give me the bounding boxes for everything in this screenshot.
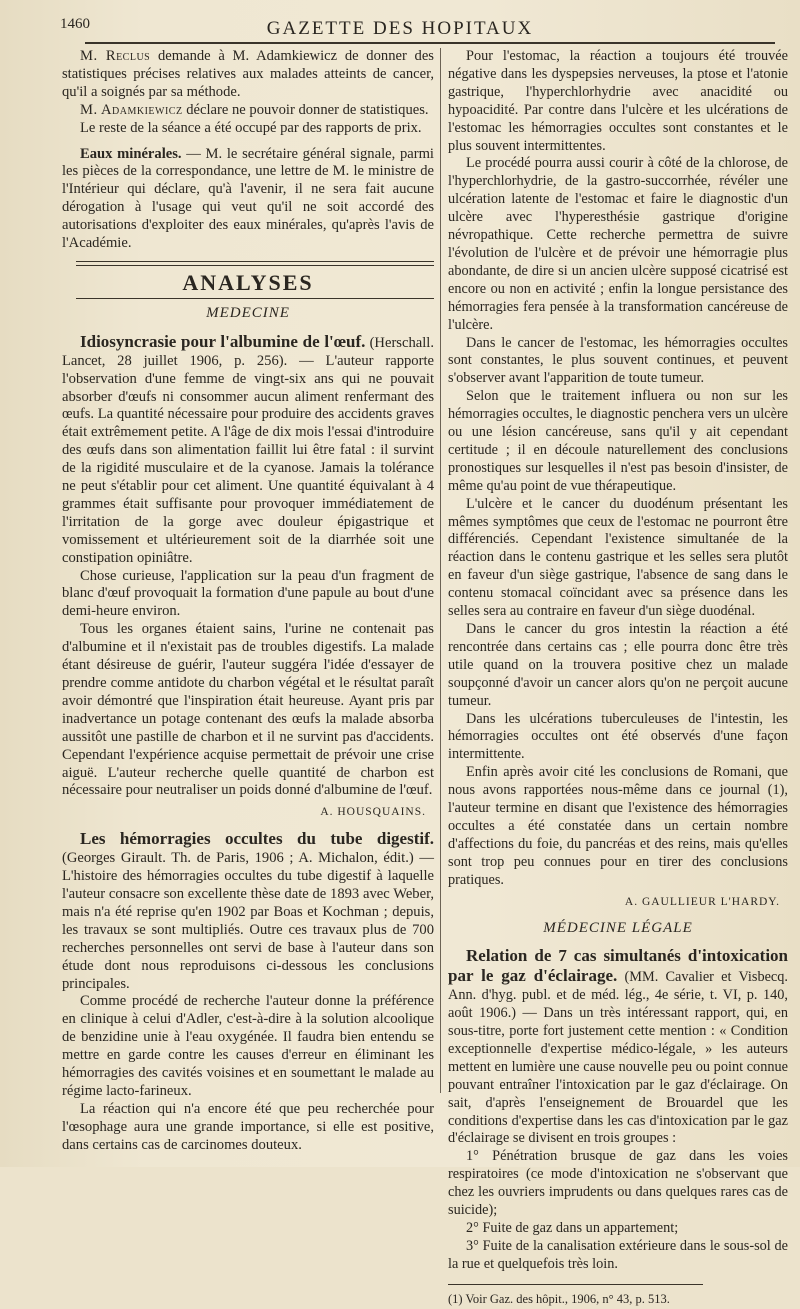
hemorragies-p3: La réaction qui n'a encore été que peu recherchée pour l'œsophage aura une grande importance, si elle est positive, dans certains cas de carcinomes douteux. — [62, 1100, 434, 1153]
page-header — [0, 14, 800, 44]
relation-ref: (MM. Cavalier et Visbecq. Ann. d'hyg. publ. et de méd. lég., 4e série, t. VI, p. 140, août 1906.) — [448, 969, 789, 1022]
right-p4: Selon que le traitement influera ou non sur les hémorragies occultes, le diagnostic penchera vers un ulcère ou une lésion cancéreuse, sans qu'il y ait cependant certitude ; il en découle naturellement des conclusions pronostiques sur lesquelles il n'est pas besoin d'insister, de même qu'au point de vue thérapeutique. — [448, 388, 788, 494]
eaux-title: Eaux minérales. — [80, 145, 182, 162]
relation-paragraph — [448, 947, 788, 1148]
header-rule — [85, 42, 775, 44]
left-column — [62, 48, 434, 1155]
adamkiewicz-text: déclare ne pouvoir donner de statistiques. — [186, 101, 429, 118]
analyses-rule — [76, 298, 434, 299]
hemorragies-p2: Comme procédé de recherche l'auteur donne la préférence en clinique à celui d'Adler, c'est-à-dire à la solution alcoolique de benzidine unie à l'eau oxygénée. Il faudra bien entendu se mettre en garde contre les causes d'erreur en éliminant les hémorragies des cavités voisines et en soumettant le malade au régime lacto-farineux. — [62, 993, 434, 1099]
signature-gaullieur: A. GAULLIEUR L'HARDY. — [624, 895, 780, 908]
idiosyncrasie-paragraph — [62, 333, 434, 568]
seance-paragraph: Le reste de la séance a été occupé par des rapports de prix. — [80, 119, 422, 136]
relation-list-1: 1° Pénétration brusque de gaz dans les voies respiratoires (ce mode d'intoxication ne s'observant que chez les ouvriers imprudents ou dans quelques rares cas de suicide); — [448, 1148, 788, 1219]
author-reclus: M. Reclus — [80, 48, 151, 64]
right-p6: Dans le cancer du gros intestin la réaction a été rencontrée dans certains cas ; elle pourra donc être très utile quand on la trouvera positive chez un malade soupçonné d'avoir un cancer alors qu'on ne perçoit aucune tumeur. — [448, 621, 788, 709]
hemorragies-paragraph — [62, 830, 434, 993]
footnote: (1) Voir Gaz. des hôpit., 1906, n° 43, p. 513. — [448, 1291, 670, 1306]
adamkiewicz-paragraph — [62, 102, 434, 120]
hemorragies-ref: (Georges Girault. Th. de Paris, 1906 ; A. Michalon, édit.) — [62, 850, 414, 867]
reclus-paragraph — [62, 48, 434, 102]
right-p3: Dans le cancer de l'estomac, les hémorragies occultes sont constantes, le plus souvent continues, et peuvent s'observer avant l'apparition de toute tumeur. — [448, 334, 788, 387]
right-p5: L'ulcère et le cancer du duodénum présentant les mêmes symptômes que ceux de l'estomac ne pourront être différenciés. Cependant l'existence simultanée de la réaction dans le contenu gastrique et les selles sera plutôt en faveur d'un siège gastrique, l'absence de sang dans le contenu stomacal coïncidant avec sa présence dans les selles sera au contraire en faveur d'un siège duodénal. — [448, 495, 788, 620]
right-p1: Pour l'estomac, la réaction a toujours été trouvée négative dans les dyspepsies nerveuses, la ptose et l'atonie gastrique, l'hyperchlorhydrie avec anacidité ou hypoacidité. Par contre dans l'ulcère et les ulcérations de l'estomac les hémorragies occultes sont constantes et le plus souvent intermittentes. — [448, 48, 788, 154]
eaux-paragraph — [62, 146, 434, 253]
author-adamkiewicz: M. Adamkiewicz — [80, 101, 183, 118]
right-p2: Le procédé pourra aussi courir à côté de la chlorose, de l'hyperchlorhydrie, de la gastro-succorrhée, révéler une ulcération latente de l'estomac et faire le diagnostic d'un ulcère avec l'hyperesthésie gastrique d'origine névropathique. Cette recherche permettra de suivre l'évolution de l'ulcère et de prévoir une hémorragie plus abondante, de dire si un ancien ulcère supposé cicatrisé est encore ou non en activité ; enfin la longue persistance des hémorragies fera pensée à la transformation cancéreuse de l'ulcère. — [448, 155, 788, 333]
medecine-heading: MEDECINE — [206, 304, 290, 321]
eaux-text: — M. le secrétaire général signale, parmi les pièces de la correspondance, une lettre de M. le ministre de l'Intérieur qui déclare, qu'à l'avenir, il ne sera fait aucune dérogation à l'usage qui veut qu'il ne soit accordé des autorisations d'exploiter des eaux minérales, qu'après l'avis de l'Académie. — [62, 145, 434, 252]
relation-list-3: 3° Fuite de la canalisation extérieure dans le sous-sol de la rue et quelquefois très loin. — [448, 1237, 788, 1272]
journal-title: GAZETTE DES HOPITAUX — [266, 18, 534, 39]
analyses-heading: ANALYSES — [182, 269, 314, 295]
idiosyncrasie-p3: Tous les organes étaient sains, l'urine ne contenait pas d'albumine et il n'existait pas de troubles digestifs. La malade étant désireuse de guérir, l'auteur suggéra l'idée d'essayer de prendre comme antidote du charbon végétal et le résultat paraît avoir démontré que l'inspiration était heureuse. Ayant pris par inadvertance un potage contenant des œufs la malade absorba aussitôt une pastille de charbon et il ne survint pas d'accidents. Cependant l'expérience acquise permettait de prévoir une crise aiguë. L'auteur recherche quelle quantité de charbon est nécessaire pour neutraliser un poids donné d'albumine de l'œuf. — [62, 621, 434, 799]
relation-list-2: 2° Fuite de gaz dans un appartement; — [466, 1220, 679, 1236]
idiosyncrasie-ref: (Herschall. Lancet, 28 juillet 1906, p. 256). — [62, 334, 434, 369]
footnote-rule — [448, 1284, 703, 1285]
hemorragies-title: Les hémorragies occultes du tube digestif. — [80, 829, 434, 849]
right-p7: Dans les ulcérations tuberculeuses de l'intestin, les hémorragies occultes ont été observés d'une façon intermittente. — [448, 710, 788, 763]
page-number: 1460 — [60, 16, 90, 32]
signature-housquains: A. HOUSQUAINS. — [320, 806, 426, 819]
reclus-text: demande à M. Adamkiewicz de donner des statistiques précises relatives aux malades atteints de cancer, qu'il a soignés par sa méthode. — [62, 48, 434, 100]
medecine-legale-heading: MÉDECINE LÉGALE — [543, 919, 693, 936]
section-double-rule — [76, 261, 434, 266]
relation-title: Relation de 7 cas simultanés d'intoxication par le gaz d'éclairage. — [448, 946, 788, 986]
idiosyncrasie-title: Idiosyncrasie pour l'albumine de l'œuf. — [80, 331, 366, 351]
hemorragies-text: — L'histoire des hémorragies occultes du tube digestif à laquelle l'auteur consacre son excellente thèse date de 1893 avec Weber, mais n'a été reprise qu'en 1902 par Boas et Kochman ; depuis, les travaux se sont multipliés. Outre ces travaux plus de 700 recherches personnelles ont servi de base à l'auteur dans son étude dont nous reproduisons ci-dessous les conclusions principales. — [62, 850, 434, 992]
idiosyncrasie-p2: Chose curieuse, l'application sur la peau d'un fragment de blanc d'œuf provoquait la formation d'une papule au bout d'une demi-heure environ. — [62, 567, 434, 620]
column-divider — [440, 48, 441, 1093]
idiosyncrasie-text: — L'auteur rapporte l'observation d'une femme de vingt-six ans qui ne pouvait absorber d'œufs ni consommer aucun aliment renfermant des œufs. La quantité nécessaire pour produire des accidents graves était extrêmement petite. A l'âge de dix mois l'essai d'introduire des œufs dans son alimentation faillit lui être fatal : il survint de la rigidité musculaire et de la cyanose. Jamais la tolérance ne peut s'établir pour cet aliment. Une quantité équivalant à 4 grammes était suffisante pour provoquer immédiatement de l'irritation de la gorge avec douleur épigastrique et vomissement et ultérieurement soit de la diarrhée soit une constipation opiniâtre. — [62, 352, 434, 566]
right-column — [448, 48, 788, 1309]
right-p8: Enfin après avoir cité les conclusions de Romani, que nous avons rapportées nous-même dans ce journal (1), l'auteur termine en disant que l'existence des hémorragies occultes a été constatée dans un certain nombre d'affections du foie, du pancréas et des reins, mais qu'elles sont trop peu connues pour en tirer des conclusions pratiques. — [448, 764, 788, 888]
relation-text: — Dans un très intéressant rapport, qui, en sous-titre, porte fort justement cette mention : « Condition exceptionnelle d'expertise médico-légale, » les auteurs mettent en lumière une cause nouvelle peu ou point connue pouvant entraîner l'intoxication par le gaz d'éclairage. On sait, d'après l'enseignement de Brouardel que les conditions d'expertise dans les cas d'intoxication par le gaz d'éclairage se divisent en trois groupes : — [448, 1005, 788, 1147]
